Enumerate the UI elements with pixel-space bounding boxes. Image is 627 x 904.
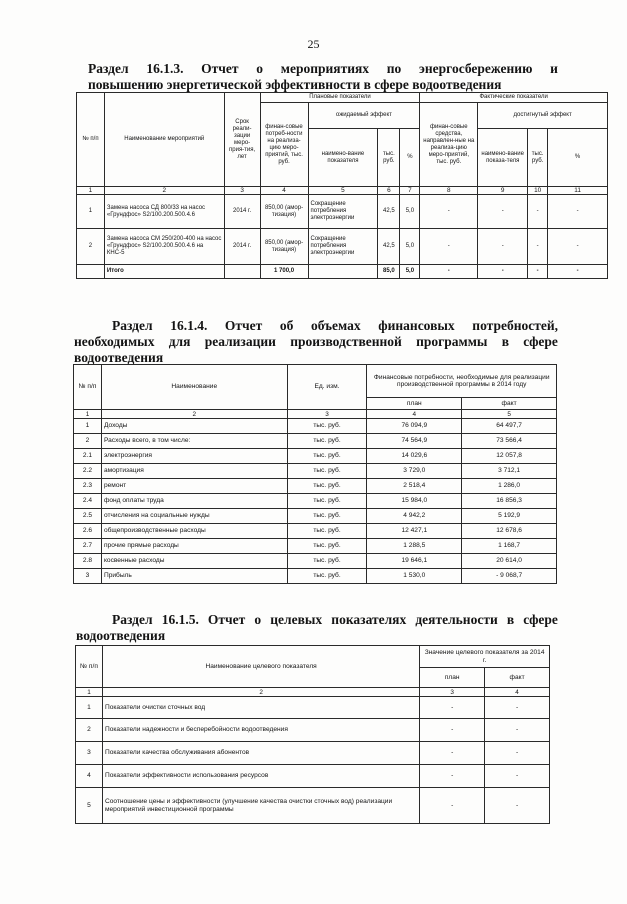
total-thous: 85,0 bbox=[378, 265, 400, 279]
col-index: 4 bbox=[485, 688, 550, 697]
column-index-row bbox=[77, 187, 608, 195]
row-unit: тыс. руб. bbox=[287, 539, 367, 554]
row-plan: - bbox=[420, 742, 485, 765]
title-line-1 bbox=[88, 61, 558, 77]
row-effect: Сокращение потребления электроэнергии bbox=[308, 229, 378, 265]
row-plan: 15 984,0 bbox=[367, 494, 462, 509]
row-plan: 1 530,0 bbox=[367, 569, 462, 584]
col-index: 4 bbox=[367, 410, 462, 419]
row-num: 4 bbox=[76, 765, 103, 788]
title-word: финансовых bbox=[378, 318, 455, 333]
title-line-3: водоотведения bbox=[74, 350, 164, 365]
hdr-eff-name: наимено-вание показателя bbox=[308, 129, 378, 187]
col-index: 4 bbox=[260, 187, 308, 195]
row-fact: - bbox=[485, 765, 550, 788]
table-row bbox=[76, 742, 550, 765]
hdr-fact: факт bbox=[462, 398, 557, 410]
row-fact: 3 712,1 bbox=[462, 464, 557, 479]
col-index: 1 bbox=[74, 410, 102, 419]
hdr-num: № п/п bbox=[74, 365, 102, 410]
row-num: 2.5 bbox=[74, 509, 102, 524]
row-name: Показатели качества обслуживания абонентов bbox=[102, 742, 419, 765]
row-num: 3 bbox=[74, 569, 102, 584]
title-word: 16.1.3. bbox=[146, 61, 184, 76]
title-word: в bbox=[501, 334, 510, 349]
hdr-name: Наименование мероприятий bbox=[104, 93, 224, 187]
table-row bbox=[74, 554, 557, 569]
row-fin: 850,00 (амор-тизация) bbox=[260, 195, 308, 229]
total-fact-fin: - bbox=[420, 265, 478, 279]
row-fact-thous: - bbox=[528, 229, 548, 265]
title-word: производственной bbox=[290, 334, 402, 349]
total-num-cell bbox=[77, 265, 105, 279]
row-unit: тыс. руб. bbox=[287, 554, 367, 569]
hdr-fact-fin: финан-совые средства, направлен-ные на реализа-цию меро-приятий, тыс. руб. bbox=[420, 103, 478, 187]
title-word: о bbox=[254, 612, 262, 627]
table-row bbox=[76, 765, 550, 788]
row-name: Показатели надежности и бесперебойности водоотведения bbox=[102, 719, 419, 742]
row-num: 1 bbox=[77, 195, 105, 229]
table-row bbox=[76, 719, 550, 742]
table-row bbox=[74, 479, 557, 494]
row-fact-pct: - bbox=[548, 195, 608, 229]
row-fact: - bbox=[485, 719, 550, 742]
total-row bbox=[77, 265, 608, 279]
section-16-1-4-title bbox=[74, 318, 558, 366]
row-plan: 14 029,6 bbox=[367, 449, 462, 464]
col-index: 5 bbox=[308, 187, 378, 195]
title-word: 16.1.5. bbox=[161, 612, 199, 627]
total-term-cell bbox=[224, 265, 260, 279]
title-word: реализации bbox=[204, 334, 276, 349]
col-index: 3 bbox=[224, 187, 260, 195]
energy-saving-table bbox=[76, 92, 608, 279]
hdr-term: Срок реали-зации меро-прия-тия, лет bbox=[224, 93, 260, 187]
title-word: Раздел bbox=[112, 612, 153, 627]
title-word: энергосбережению bbox=[419, 61, 533, 76]
hdr-num: № п/п bbox=[76, 646, 103, 688]
row-plan: - bbox=[420, 719, 485, 742]
row-fact: 12 678,6 bbox=[462, 524, 557, 539]
row-fact: 64 497,7 bbox=[462, 419, 557, 434]
table-row bbox=[74, 449, 557, 464]
col-index: 2 bbox=[102, 688, 419, 697]
row-name: Прибыль bbox=[101, 569, 287, 584]
table-row bbox=[74, 569, 557, 584]
title-word: об bbox=[279, 318, 294, 333]
section-16-1-5-title bbox=[76, 612, 558, 644]
hdr-plan-group: Плановые показатели bbox=[260, 93, 420, 103]
table-row bbox=[77, 229, 608, 265]
row-num: 5 bbox=[76, 788, 103, 824]
hdr-value-group: Значение целевого показателя за 2014 г. bbox=[420, 646, 550, 668]
col-index: 8 bbox=[420, 187, 478, 195]
total-fact-name: - bbox=[478, 265, 528, 279]
hdr-plan: план bbox=[367, 398, 462, 410]
title-word: по bbox=[386, 61, 402, 76]
row-num: 2.1 bbox=[74, 449, 102, 464]
row-thous: 42,5 bbox=[378, 195, 400, 229]
row-plan: 1 288,5 bbox=[367, 539, 462, 554]
row-fact-fin: - bbox=[420, 229, 478, 265]
title-word: программы bbox=[416, 334, 488, 349]
total-pct: 5,0 bbox=[400, 265, 420, 279]
row-plan: 19 646,1 bbox=[367, 554, 462, 569]
column-index-row bbox=[76, 688, 550, 697]
title-word: о bbox=[256, 61, 264, 76]
row-unit: тыс. руб. bbox=[287, 509, 367, 524]
hdr-fact: факт bbox=[485, 668, 550, 688]
table-row bbox=[74, 524, 557, 539]
row-plan: 12 427,1 bbox=[367, 524, 462, 539]
title-word: целевых bbox=[270, 612, 323, 627]
title-line-2 bbox=[74, 334, 558, 350]
hdr-fact-thous: тыс. руб. bbox=[528, 129, 548, 187]
row-fact: - bbox=[485, 742, 550, 765]
row-thous: 42,5 bbox=[378, 229, 400, 265]
title-line-2: водоотведения bbox=[76, 628, 166, 643]
col-index: 10 bbox=[528, 187, 548, 195]
row-unit: тыс. руб. bbox=[287, 524, 367, 539]
total-fin: 1 700,0 bbox=[260, 265, 308, 279]
title-word: необходимых bbox=[74, 334, 155, 349]
hdr-name: Наименование целевого показателя bbox=[102, 646, 419, 688]
row-num: 2 bbox=[77, 229, 105, 265]
table-row bbox=[74, 494, 557, 509]
row-num: 2 bbox=[76, 719, 103, 742]
row-plan: 76 094,9 bbox=[367, 419, 462, 434]
row-name: отчисления на социальные нужды bbox=[101, 509, 287, 524]
table-row bbox=[74, 509, 557, 524]
row-term: 2014 г. bbox=[224, 195, 260, 229]
row-name: Соотношение цены и эффективности (улучшение качества очистки сточных вод) реализации мероприятий инвестиционной программы bbox=[102, 788, 419, 824]
hdr-fact-group: Фактические показатели bbox=[420, 93, 608, 103]
row-pct: 5,0 bbox=[400, 195, 420, 229]
target-indicators-table bbox=[75, 645, 550, 824]
title-word: 16.1.4. bbox=[170, 318, 208, 333]
row-num: 2.3 bbox=[74, 479, 102, 494]
col-index: 1 bbox=[77, 187, 105, 195]
title-word: для bbox=[168, 334, 191, 349]
row-pct: 5,0 bbox=[400, 229, 420, 265]
row-name: Доходы bbox=[101, 419, 287, 434]
table-row bbox=[74, 539, 557, 554]
row-plan: - bbox=[420, 788, 485, 824]
row-name: Замена насоса СМ 250/200-400 на насос «Грундфос» S2/100.200.500.4.6 на КНС-5 bbox=[104, 229, 224, 265]
hdr-financial-group: Финансовые потребности, необходимые для реализации производственной программы в 2014 году bbox=[367, 365, 557, 398]
col-index: 11 bbox=[548, 187, 608, 195]
title-word: сфере bbox=[523, 334, 558, 349]
page-number: 25 bbox=[307, 37, 320, 51]
hdr-thous: тыс. руб. bbox=[378, 129, 400, 187]
row-num: 3 bbox=[76, 742, 103, 765]
row-num: 2.4 bbox=[74, 494, 102, 509]
row-name: Показатели эффективности использования ресурсов bbox=[102, 765, 419, 788]
column-index-row bbox=[74, 410, 557, 419]
hdr-plan: план bbox=[420, 668, 485, 688]
row-fact-name: - bbox=[478, 229, 528, 265]
table-row bbox=[74, 464, 557, 479]
row-plan: 4 942,2 bbox=[367, 509, 462, 524]
table-row bbox=[74, 419, 557, 434]
title-word: Отчет bbox=[224, 318, 263, 333]
section-16-1-3-title bbox=[88, 61, 558, 93]
row-fact: 16 856,3 bbox=[462, 494, 557, 509]
row-name: электроэнергия bbox=[101, 449, 287, 464]
title-word: и bbox=[550, 61, 558, 76]
title-line-1 bbox=[88, 318, 558, 334]
hdr-expected-effect: ожидаемый эффект bbox=[308, 103, 420, 129]
row-effect: Сокращение потребления электроэнергии bbox=[308, 195, 378, 229]
table-row bbox=[74, 434, 557, 449]
title-word: Отчет bbox=[201, 61, 239, 76]
row-fact: 5 192,9 bbox=[462, 509, 557, 524]
title-line-2: повышению энергетической эффективности в сфере водоотведения bbox=[88, 77, 502, 92]
row-fact: 20 614,0 bbox=[462, 554, 557, 569]
hdr-name: Наименование bbox=[101, 365, 287, 410]
row-term: 2014 г. bbox=[224, 229, 260, 265]
row-fact-fin: - bbox=[420, 195, 478, 229]
title-line-1 bbox=[76, 612, 558, 628]
table-row bbox=[76, 788, 550, 824]
row-plan: 74 564,9 bbox=[367, 434, 462, 449]
col-index: 1 bbox=[76, 688, 103, 697]
col-index: 2 bbox=[104, 187, 224, 195]
title-word: в bbox=[506, 612, 515, 627]
row-name: Замена насоса СД 800/33 на насос «Грундфос» S2/100.200.500.4.6 bbox=[104, 195, 224, 229]
hdr-unit: Ед. изм. bbox=[287, 365, 367, 410]
row-name: Показатели очистки сточных вод bbox=[102, 697, 419, 719]
row-fin: 850,00 (амор-тизация) bbox=[260, 229, 308, 265]
row-unit: тыс. руб. bbox=[287, 464, 367, 479]
row-num: 1 bbox=[74, 419, 102, 434]
hdr-num: № п/п bbox=[77, 93, 105, 187]
row-fact: - 9 068,7 bbox=[462, 569, 557, 584]
col-index: 2 bbox=[101, 410, 287, 419]
title-word: объемах bbox=[311, 318, 361, 333]
row-fact: 73 566,4 bbox=[462, 434, 557, 449]
col-index: 6 bbox=[378, 187, 400, 195]
row-plan: - bbox=[420, 765, 485, 788]
row-num: 2.7 bbox=[74, 539, 102, 554]
title-word: потребностей, bbox=[472, 318, 558, 333]
row-unit: тыс. руб. bbox=[287, 434, 367, 449]
row-name: косвенные расходы bbox=[101, 554, 287, 569]
title-word: показателях bbox=[331, 612, 407, 627]
row-unit: тыс. руб. bbox=[287, 449, 367, 464]
row-fact: - bbox=[485, 788, 550, 824]
row-unit: тыс. руб. bbox=[287, 419, 367, 434]
hdr-achieved-effect: достигнутый эффект bbox=[478, 103, 608, 129]
row-fact: 1 168,7 bbox=[462, 539, 557, 554]
total-fact-pct: - bbox=[548, 265, 608, 279]
total-effect-cell bbox=[308, 265, 378, 279]
row-unit: тыс. руб. bbox=[287, 494, 367, 509]
col-index: 7 bbox=[400, 187, 420, 195]
row-name: общепроизводственные расходы bbox=[101, 524, 287, 539]
title-word: Отчет bbox=[207, 612, 246, 627]
total-label: Итого bbox=[104, 265, 224, 279]
row-fact-name: - bbox=[478, 195, 528, 229]
row-fact: 1 286,0 bbox=[462, 479, 557, 494]
col-index: 3 bbox=[287, 410, 367, 419]
row-num: 2.6 bbox=[74, 524, 102, 539]
title-word: Раздел bbox=[112, 318, 153, 333]
row-fact: 12 057,8 bbox=[462, 449, 557, 464]
row-plan: 2 518,4 bbox=[367, 479, 462, 494]
row-unit: тыс. руб. bbox=[287, 479, 367, 494]
row-num: 2.8 bbox=[74, 554, 102, 569]
table-row bbox=[76, 697, 550, 719]
col-index: 3 bbox=[420, 688, 485, 697]
row-fact: - bbox=[485, 697, 550, 719]
hdr-pct: % bbox=[400, 129, 420, 187]
table-row bbox=[77, 195, 608, 229]
col-index: 5 bbox=[462, 410, 557, 419]
title-word: деятельности bbox=[415, 612, 498, 627]
title-word: мероприятиях bbox=[280, 61, 370, 76]
title-word: сфере bbox=[523, 612, 558, 627]
row-num: 2.2 bbox=[74, 464, 102, 479]
hdr-fact-name: наимено-вание показа-теля bbox=[478, 129, 528, 187]
row-name: фонд оплаты труда bbox=[101, 494, 287, 509]
title-word: Раздел bbox=[88, 61, 129, 76]
row-fact-pct: - bbox=[548, 229, 608, 265]
hdr-fact-pct: % bbox=[548, 129, 608, 187]
row-name: Расходы всего, в том числе: bbox=[101, 434, 287, 449]
row-name: амортизация bbox=[101, 464, 287, 479]
financial-needs-table bbox=[73, 364, 557, 584]
row-plan: - bbox=[420, 697, 485, 719]
col-index: 9 bbox=[478, 187, 528, 195]
row-fact-thous: - bbox=[528, 195, 548, 229]
total-fact-thous: - bbox=[528, 265, 548, 279]
row-num: 1 bbox=[76, 697, 103, 719]
row-unit: тыс. руб. bbox=[287, 569, 367, 584]
row-name: ремонт bbox=[101, 479, 287, 494]
row-name: прочие прямые расходы bbox=[101, 539, 287, 554]
hdr-plan-fin: финан-совые потреб-ности на реализа-цию меро-приятий, тыс. руб. bbox=[260, 103, 308, 187]
row-num: 2 bbox=[74, 434, 102, 449]
row-plan: 3 729,0 bbox=[367, 464, 462, 479]
